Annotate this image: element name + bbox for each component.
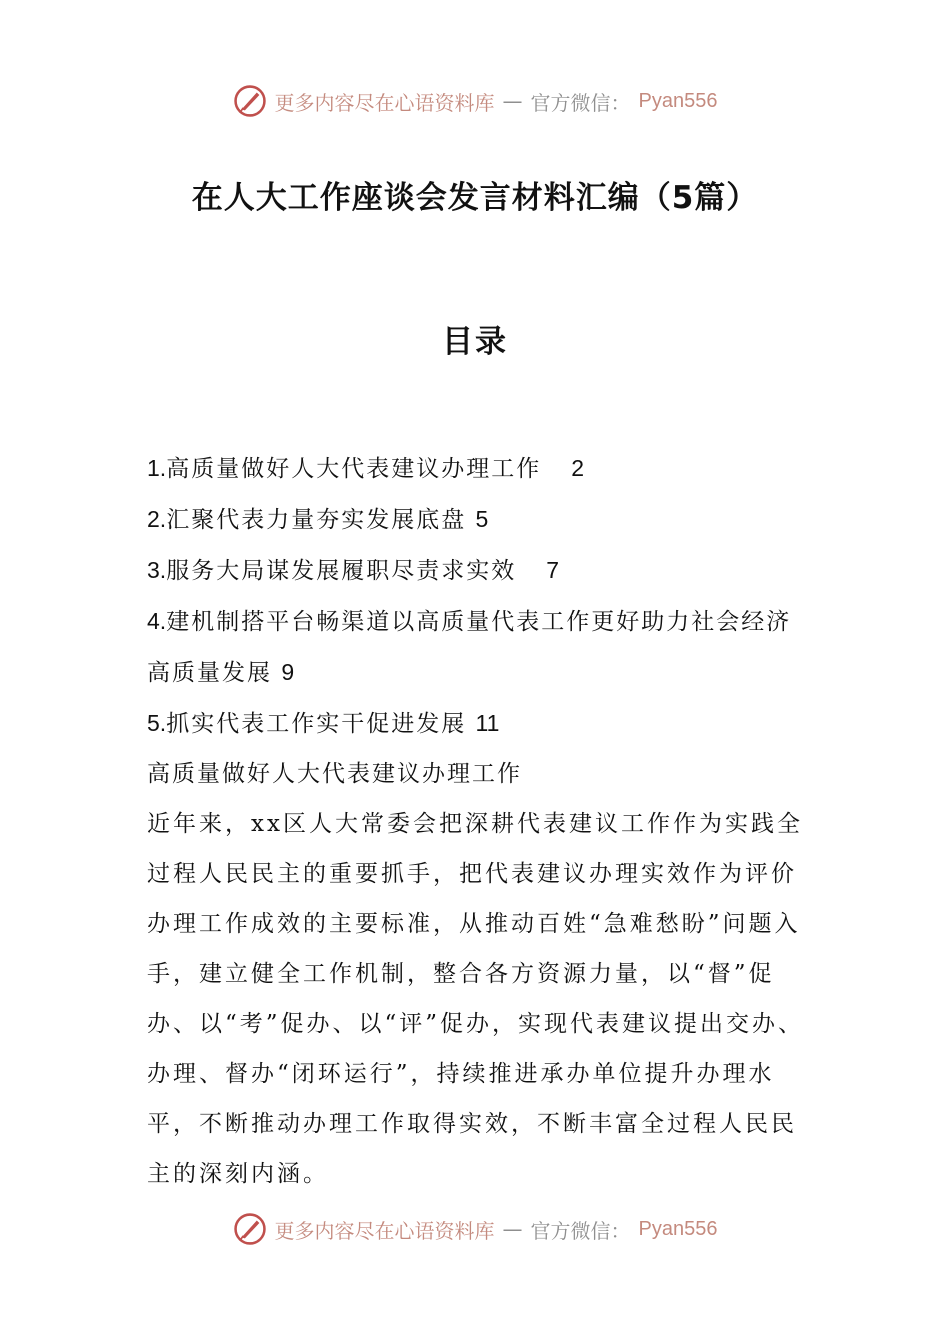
watermark-id: Pyan556	[638, 1217, 718, 1240]
document-body	[147, 443, 807, 1199]
document-title: 在人大工作座谈会发言材料汇编（5篇）	[191, 180, 759, 216]
toc-item[interactable]: 5.抓实代表工作实干促进发展 11	[147, 710, 500, 737]
article-paragraph: 近年来，xx区人大常委会把深耕代表建议工作作为实践全过程人民民主的重要抓手，把代表建议办理实效作为评价办理工作成效的主要标准，从推动百姓“急难愁盼”问题入手，建立健全工作机制，整合各方资源力量，以“督”促办、以“考”促办、以“评”促办，实现代表建议提出交办、办理、督办“闭环运行”，持续推进承办单位提升办理水平，不断推动办理工作取得实效，不断丰富全过程人民民主的深刻内涵。	[147, 811, 805, 1187]
toc-heading: 目录	[442, 324, 508, 360]
quill-logo-icon	[233, 1212, 267, 1246]
toc-item[interactable]: 3.服务大局谋发展履职尽责求实效 7	[147, 557, 559, 584]
watermark-dash: —	[502, 89, 523, 113]
watermark-text: 更多内容尽在心语资料库	[274, 1218, 495, 1243]
watermark-text: 更多内容尽在心语资料库	[274, 90, 495, 115]
watermark-label: 官方微信：	[530, 90, 631, 115]
watermark-dash: —	[502, 1217, 523, 1241]
article-heading: 高质量做好人大代表建议办理工作	[147, 761, 522, 787]
watermark-header	[0, 84, 950, 118]
toc-item[interactable]: 2.汇聚代表力量夯实发展底盘 5	[147, 506, 489, 533]
watermark-id: Pyan556	[638, 89, 718, 112]
toc-item[interactable]: 4.建机制搭平台畅渠道以高质量代表工作更好助力社会经济高质量发展 9	[147, 608, 792, 686]
toc-item[interactable]: 1.高质量做好人大代表建议办理工作 2	[147, 455, 584, 482]
watermark-footer	[0, 1212, 950, 1246]
quill-logo-icon	[233, 84, 267, 118]
watermark-label: 官方微信：	[530, 1218, 631, 1243]
